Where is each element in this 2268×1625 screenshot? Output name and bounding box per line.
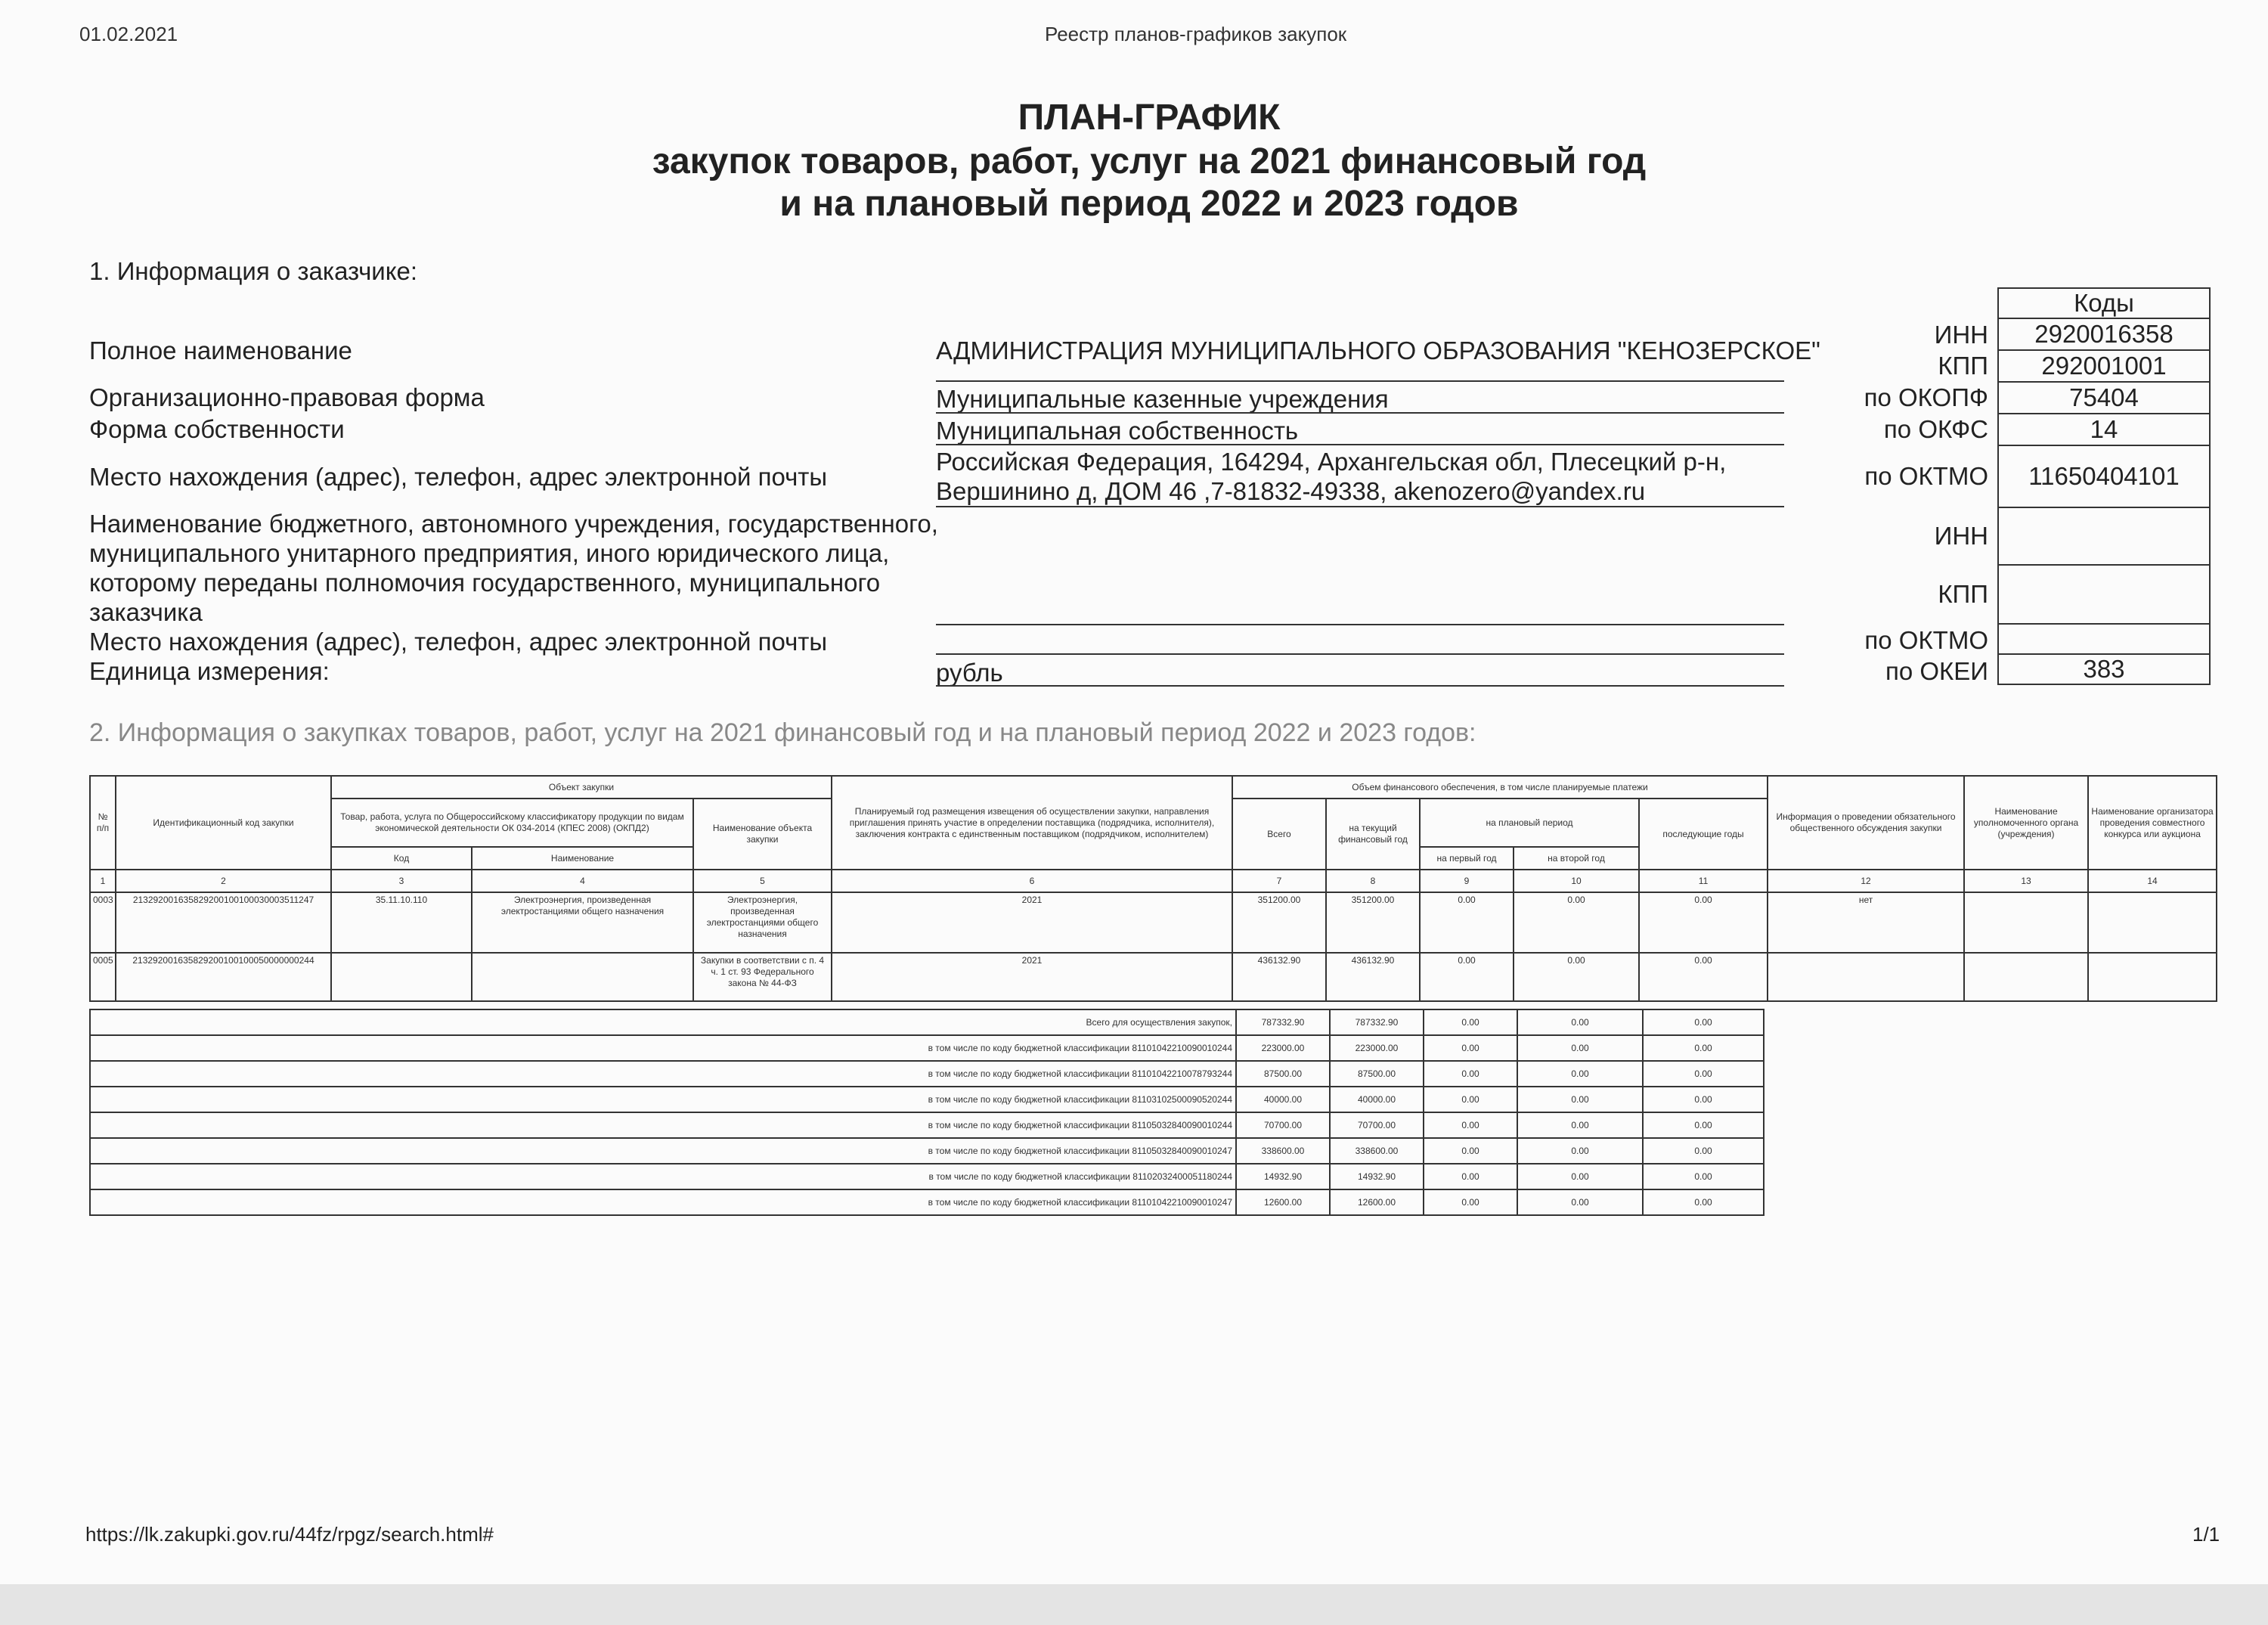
- col-number: 11: [1639, 870, 1768, 892]
- summary-first: 0.00: [1424, 1138, 1517, 1164]
- codes-table: [1997, 287, 2211, 685]
- cell-code: [331, 953, 472, 1001]
- page-number: 1/1: [2192, 1523, 2220, 1546]
- cell-name: [472, 953, 693, 1001]
- cell-discussion: нет: [1768, 892, 1964, 953]
- code-okei: 383: [1998, 654, 2210, 684]
- code-label-okfs: по ОКФС: [1883, 415, 1988, 443]
- summary-second: 0.00: [1517, 1112, 1643, 1138]
- doc-subtitle-2: и на плановый период 2022 и 2023 годов: [779, 184, 1519, 224]
- code-label-okopf: по ОКОПФ: [1864, 383, 1988, 411]
- cell-ikz: 213292001635829200100100050000000244: [116, 953, 331, 1001]
- th-code: Код: [331, 847, 472, 870]
- underline: [936, 506, 1784, 507]
- doc-title: ПЛАН-ГРАФИК: [1018, 98, 1281, 138]
- summary-current: 338600.00: [1330, 1138, 1424, 1164]
- cell-ikz: 213292001635829200100100030003511247: [116, 892, 331, 953]
- col-number: 6: [832, 870, 1232, 892]
- th-authorized: Наименование уполномоченного органа (учреждения): [1964, 776, 2088, 870]
- summary-later: 0.00: [1643, 1061, 1764, 1087]
- cell-first: 0.00: [1420, 892, 1514, 953]
- th-total: Всего: [1232, 799, 1326, 870]
- th-okpd: Товар, работа, услуга по Общероссийскому классификатору продукции по видам экономической деятельности ОК 034-2014 (КПЕС 2008) (ОКПД2): [331, 799, 693, 847]
- summary-second: 0.00: [1517, 1138, 1643, 1164]
- code-oktmo: 11650404101: [1998, 445, 2210, 507]
- summary-row: [90, 1009, 1764, 1035]
- summary-current: 40000.00: [1330, 1087, 1424, 1112]
- table-row: [90, 892, 2217, 953]
- summary-label: в том числе по коду бюджетной классификации 81105032840090010247: [90, 1138, 1236, 1164]
- summary-label: в том числе по коду бюджетной классификации 81101042210090010247: [90, 1189, 1236, 1215]
- underline: [936, 412, 1784, 414]
- summary-current: 787332.90: [1330, 1009, 1424, 1035]
- underline: [936, 624, 1784, 625]
- summary-later: 0.00: [1643, 1164, 1764, 1189]
- summary-total: 87500.00: [1236, 1061, 1330, 1087]
- th-first: на первый год: [1420, 847, 1514, 870]
- cell-authorized: [1964, 892, 2088, 953]
- cell-first: 0.00: [1420, 953, 1514, 1001]
- label-full-name: Полное наименование: [89, 336, 352, 364]
- summary-label: в том числе по коду бюджетной классификации 81105032840090010244: [90, 1112, 1236, 1138]
- print-date: 01.02.2021: [79, 23, 178, 45]
- summary-label: в том числе по коду бюджетной классификации 81101042210078793244: [90, 1061, 1236, 1087]
- code-label-inn: ИНН: [1934, 321, 1988, 349]
- cell-later: 0.00: [1639, 953, 1768, 1001]
- th-name: Наименование: [472, 847, 693, 870]
- summary-row: [90, 1112, 1764, 1138]
- summary-current: 223000.00: [1330, 1035, 1424, 1061]
- summary-row: [90, 1087, 1764, 1112]
- summary-total: 40000.00: [1236, 1087, 1330, 1112]
- summary-row: [90, 1138, 1764, 1164]
- underline: [936, 444, 1784, 445]
- col-number: 5: [693, 870, 832, 892]
- summary-second: 0.00: [1517, 1189, 1643, 1215]
- label-delegated-1: Наименование бюджетного, автономного учреждения, государственного,: [89, 510, 938, 538]
- th-object-name: Наименование объекта закупки: [693, 799, 832, 870]
- summary-second: 0.00: [1517, 1164, 1643, 1189]
- page-url[interactable]: https://lk.zakupki.gov.ru/44fz/rpgz/search.html#: [85, 1523, 494, 1546]
- cell-num: 0003: [90, 892, 116, 953]
- summary-row: [90, 1164, 1764, 1189]
- code-label-kpp: КПП: [1938, 352, 1988, 380]
- col-number: 2: [116, 870, 331, 892]
- code-label-inn2: ИНН: [1934, 522, 1988, 550]
- code-label-oktmo: по ОКТМО: [1864, 462, 1988, 490]
- code-inn2: [1998, 507, 2210, 565]
- col-number: 10: [1514, 870, 1639, 892]
- th-num: № п/п: [90, 776, 116, 870]
- code-oktmo2: [1998, 624, 2210, 654]
- summary-current: 14932.90: [1330, 1164, 1424, 1189]
- col-number: 14: [2088, 870, 2217, 892]
- summary-total: 14932.90: [1236, 1164, 1330, 1189]
- col-number: 8: [1326, 870, 1420, 892]
- label-address-2: Место нахождения (адрес), телефон, адрес электронной почты: [89, 628, 828, 656]
- cell-code: 35.11.10.110: [331, 892, 472, 953]
- label-address: Место нахождения (адрес), телефон, адрес электронной почты: [89, 463, 828, 491]
- th-object: Объект закупки: [331, 776, 832, 799]
- summary-label: Всего для осуществления закупок,: [90, 1009, 1236, 1035]
- cell-organizer: [2088, 953, 2217, 1001]
- summary-later: 0.00: [1643, 1087, 1764, 1112]
- th-ikz: Идентификационный код закупки: [116, 776, 331, 870]
- summary-second: 0.00: [1517, 1061, 1643, 1087]
- value-address-1: Российская Федерация, 164294, Архангельская обл, Плесецкий р-н,: [936, 448, 1727, 476]
- summary-total: 12600.00: [1236, 1189, 1330, 1215]
- label-ownership: Форма собственности: [89, 415, 345, 443]
- col-number: 4: [472, 870, 693, 892]
- th-later: последующие годы: [1639, 799, 1768, 870]
- summary-second: 0.00: [1517, 1009, 1643, 1035]
- cell-num: 0005: [90, 953, 116, 1001]
- summary-label: в том числе по коду бюджетной классификации 81103102500090520244: [90, 1087, 1236, 1112]
- value-org-form: Муниципальные казенные учреждения: [936, 385, 1389, 413]
- cell-object: Электроэнергия, произведенная электростанциями общего назначения: [693, 892, 832, 953]
- registry-title: Реестр планов-графиков закупок: [1045, 23, 1347, 45]
- col-number: 9: [1420, 870, 1514, 892]
- summary-total: 787332.90: [1236, 1009, 1330, 1035]
- summary-second: 0.00: [1517, 1087, 1643, 1112]
- label-delegated-4: заказчика: [89, 598, 203, 626]
- cell-current: 436132.90: [1326, 953, 1420, 1001]
- cell-total: 351200.00: [1232, 892, 1326, 953]
- summary-first: 0.00: [1424, 1009, 1517, 1035]
- summary-first: 0.00: [1424, 1189, 1517, 1215]
- col-number: 7: [1232, 870, 1326, 892]
- cell-second: 0.00: [1514, 892, 1639, 953]
- summary-row: [90, 1189, 1764, 1215]
- summary-later: 0.00: [1643, 1009, 1764, 1035]
- th-second: на второй год: [1514, 847, 1639, 870]
- col-number: 13: [1964, 870, 2088, 892]
- summary-label: в том числе по коду бюджетной классификации 81102032400051180244: [90, 1164, 1236, 1189]
- value-unit: рубль: [936, 659, 1003, 687]
- underline: [936, 685, 1784, 687]
- code-inn: 2920016358: [1998, 318, 2210, 350]
- th-organizer: Наименование организатора проведения совместного конкурса или аукциона: [2088, 776, 2217, 870]
- col-number: 1: [90, 870, 116, 892]
- cell-organizer: [2088, 892, 2217, 953]
- summary-current: 70700.00: [1330, 1112, 1424, 1138]
- summary-first: 0.00: [1424, 1087, 1517, 1112]
- code-okopf: 75404: [1998, 382, 2210, 414]
- summary-first: 0.00: [1424, 1035, 1517, 1061]
- underline: [936, 380, 1784, 382]
- cell-current: 351200.00: [1326, 892, 1420, 953]
- cell-year: 2021: [832, 953, 1232, 1001]
- th-current: на текущий финансовый год: [1326, 799, 1420, 870]
- cell-discussion: [1768, 953, 1964, 1001]
- section2-heading: 2. Информация о закупках товаров, работ, услуг на 2021 финансовый год и на плановый период 2022 и 2023 годов:: [89, 718, 1476, 747]
- summary-table: [89, 1009, 1765, 1216]
- summary-later: 0.00: [1643, 1138, 1764, 1164]
- value-full-name: АДМИНИСТРАЦИЯ МУНИЦИПАЛЬНОГО ОБРАЗОВАНИЯ "КЕНОЗЕРСКОЕ": [936, 336, 1820, 364]
- code-label-kpp2: КПП: [1938, 580, 1988, 608]
- cell-object: Закупки в соответствии с п. 4 ч. 1 ст. 93 Федерального закона № 44-ФЗ: [693, 953, 832, 1001]
- summary-later: 0.00: [1643, 1189, 1764, 1215]
- cell-year: 2021: [832, 892, 1232, 953]
- summary-current: 12600.00: [1330, 1189, 1424, 1215]
- code-kpp2: [1998, 565, 2210, 624]
- underline: [936, 653, 1784, 655]
- summary-current: 87500.00: [1330, 1061, 1424, 1087]
- section1-heading: 1. Информация о заказчике:: [89, 257, 418, 285]
- value-address-2: Вершинино д, ДОМ 46 ,7-81832-49338, akenozero@yandex.ru: [936, 477, 1646, 505]
- code-kpp: 292001001: [1998, 350, 2210, 382]
- summary-first: 0.00: [1424, 1061, 1517, 1087]
- table-row: [90, 953, 2217, 1001]
- label-unit: Единица измерения:: [89, 657, 330, 685]
- cell-name: Электроэнергия, произведенная электростанциями общего назначения: [472, 892, 693, 953]
- value-ownership: Муниципальная собственность: [936, 417, 1299, 445]
- summary-total: 70700.00: [1236, 1112, 1330, 1138]
- label-delegated-2: муниципального унитарного предприятия, иного юридического лица,: [89, 539, 890, 567]
- procurement-table: [89, 775, 2217, 1002]
- th-finance: Объем финансового обеспечения, в том числе планируемые платежи: [1232, 776, 1768, 799]
- summary-first: 0.00: [1424, 1112, 1517, 1138]
- summary-later: 0.00: [1643, 1035, 1764, 1061]
- cell-total: 436132.90: [1232, 953, 1326, 1001]
- code-label-okei: по ОКЕИ: [1885, 657, 1988, 685]
- col-number: 3: [331, 870, 472, 892]
- summary-first: 0.00: [1424, 1164, 1517, 1189]
- summary-total: 223000.00: [1236, 1035, 1330, 1061]
- summary-later: 0.00: [1643, 1112, 1764, 1138]
- th-discussion: Информация о проведении обязательного общественного обсуждения закупки: [1768, 776, 1964, 870]
- label-delegated-3: которому переданы полномочия государственного, муниципального: [89, 569, 881, 597]
- summary-total: 338600.00: [1236, 1138, 1330, 1164]
- summary-row: [90, 1035, 1764, 1061]
- cell-second: 0.00: [1514, 953, 1639, 1001]
- scan-edge: [0, 1584, 2268, 1625]
- th-planned: на плановый период: [1420, 799, 1639, 847]
- cell-later: 0.00: [1639, 892, 1768, 953]
- cell-authorized: [1964, 953, 2088, 1001]
- codes-header: Коды: [1998, 288, 2210, 318]
- summary-second: 0.00: [1517, 1035, 1643, 1061]
- col-number: 12: [1768, 870, 1964, 892]
- code-okfs: 14: [1998, 414, 2210, 445]
- summary-label: в том числе по коду бюджетной классификации 81101042210090010244: [90, 1035, 1236, 1061]
- th-year: Планируемый год размещения извещения об осуществлении закупки, направления приглашения принять участие в определении поставщика (подрядчика, исполнителя), заключения контракта с единственным поставщиком (подрядчиком, исполнителем): [832, 776, 1232, 870]
- doc-subtitle-1: закупок товаров, работ, услуг на 2021 финансовый год: [652, 141, 1647, 181]
- summary-row: [90, 1061, 1764, 1087]
- code-label-oktmo2: по ОКТМО: [1864, 626, 1988, 654]
- label-org-form: Организационно-правовая форма: [89, 383, 485, 411]
